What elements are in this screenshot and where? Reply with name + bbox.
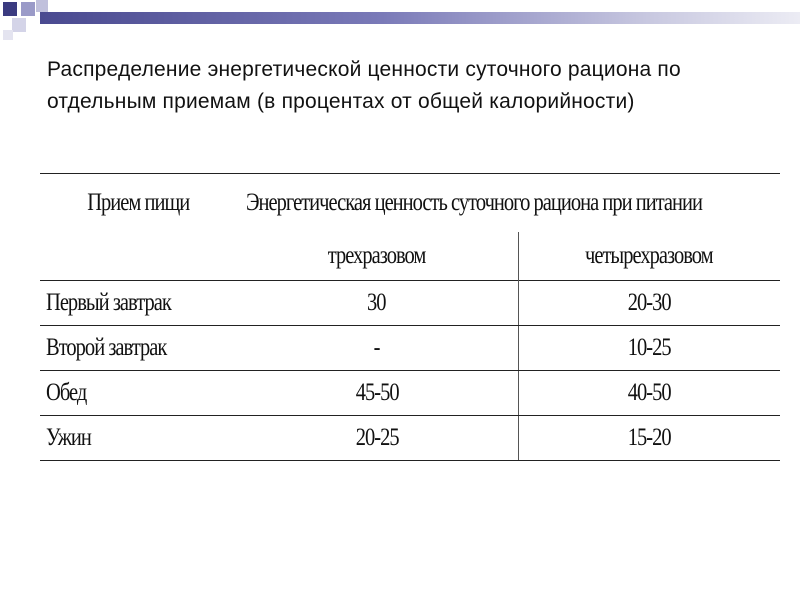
header-meal-label: Прием пищи — [86, 189, 190, 216]
header-four-meals-label: четырехразовом — [585, 242, 714, 269]
decor-square-1 — [3, 2, 17, 16]
four-meals-value: 20-30 — [627, 289, 671, 316]
meal-energy-table — [40, 173, 780, 461]
four-meals-value: 10-25 — [627, 334, 671, 361]
header-three-meals-label: трехразовом — [327, 242, 426, 269]
table-row — [40, 371, 780, 416]
four-meals-cell — [518, 416, 780, 461]
table-row — [40, 326, 780, 371]
slide-title: Распределение энергетической ценности суточного рациона по отдельным приемам (в процентах от общей калорийности) — [47, 58, 681, 113]
header-gradient-bar — [40, 12, 800, 24]
meal-name: Обед — [46, 379, 87, 406]
meal-cell — [40, 416, 236, 461]
meal-name: Первый завтрак — [46, 289, 171, 316]
four-meals-cell — [518, 371, 780, 416]
decor-square-4 — [3, 30, 13, 40]
header-energy — [236, 174, 780, 233]
three-meals-cell — [236, 281, 518, 326]
header-energy-label: Энергетическая ценность суточного рациона при питании — [246, 189, 702, 216]
meal-name: Второй завтрак — [46, 334, 167, 361]
three-meals-value: 20-25 — [355, 424, 399, 451]
decor-square-5 — [36, 0, 48, 12]
slide-decoration — [0, 0, 800, 40]
three-meals-cell — [236, 416, 518, 461]
header-meal-spacer — [40, 232, 236, 281]
table-subheader-row — [40, 232, 780, 281]
three-meals-value: 45-50 — [355, 379, 399, 406]
three-meals-cell — [236, 371, 518, 416]
meal-name: Ужин — [46, 424, 91, 451]
three-meals-value: - — [373, 334, 380, 361]
four-meals-value: 40-50 — [627, 379, 671, 406]
four-meals-value: 15-20 — [627, 424, 671, 451]
table-row — [40, 416, 780, 461]
decor-square-2 — [21, 2, 35, 16]
meal-cell — [40, 326, 236, 371]
decor-square-3 — [12, 18, 26, 32]
meal-energy-table-container — [40, 173, 780, 461]
header-three-meals — [236, 232, 518, 281]
meal-cell — [40, 281, 236, 326]
meal-cell — [40, 371, 236, 416]
three-meals-cell — [236, 326, 518, 371]
header-meal — [40, 174, 236, 233]
table-row — [40, 281, 780, 326]
header-four-meals — [518, 232, 780, 281]
four-meals-cell — [518, 281, 780, 326]
four-meals-cell — [518, 326, 780, 371]
three-meals-value: 30 — [367, 289, 387, 316]
table-header-row — [40, 174, 780, 233]
